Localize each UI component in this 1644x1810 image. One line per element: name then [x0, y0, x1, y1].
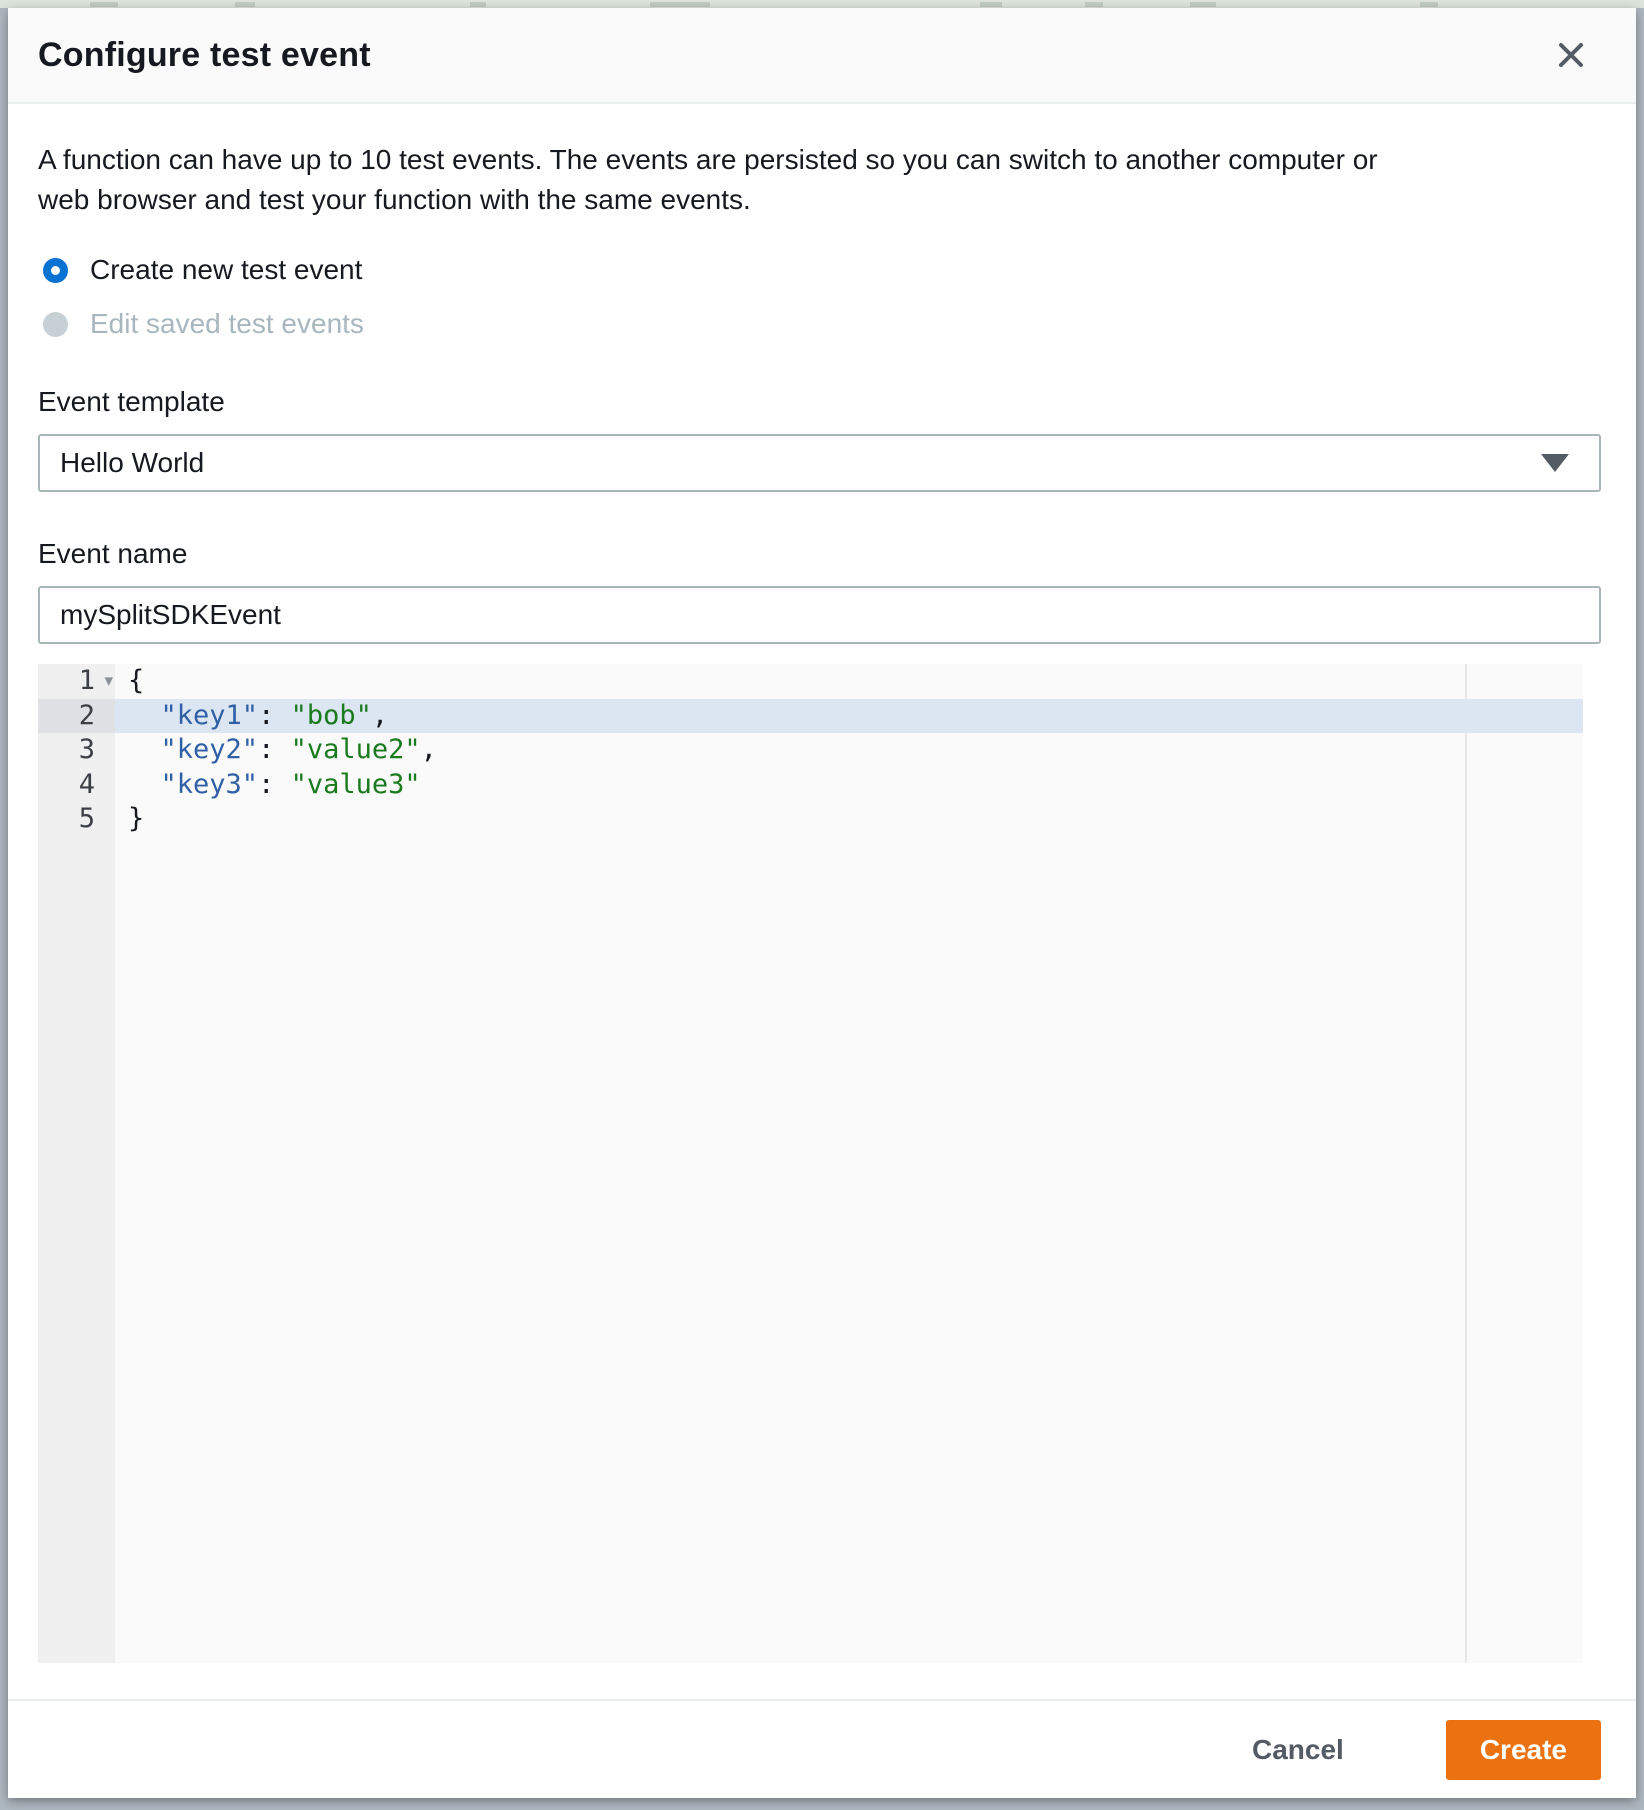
line-number: 1 ▾ — [38, 664, 115, 699]
code-line[interactable] — [38, 768, 1601, 803]
test-event-mode-radio-group — [38, 254, 1601, 340]
dialog-title: Configure test event — [38, 35, 371, 74]
code-line[interactable] — [38, 733, 1601, 768]
line-number: 2 — [38, 699, 115, 734]
code-line[interactable] — [38, 664, 1601, 699]
dialog-body — [8, 104, 1636, 1699]
event-name-label: Event name — [38, 538, 188, 569]
dialog-footer — [8, 1699, 1636, 1798]
radio-edit-saved-test-events — [38, 308, 1601, 340]
code-line[interactable] — [38, 802, 1601, 837]
line-number: 5 — [38, 802, 115, 837]
code-line[interactable] — [38, 699, 1601, 734]
radio-label: Edit saved test events — [90, 308, 364, 339]
close-icon[interactable] — [1550, 34, 1592, 76]
line-number: 3 — [38, 733, 115, 768]
chevron-down-icon — [1541, 454, 1569, 472]
code-text: "key1": "bob", — [115, 699, 1601, 734]
event-template-label: Event template — [38, 386, 225, 417]
radio-selected-icon[interactable] — [43, 258, 68, 283]
dialog-description: A function can have up to 10 test events. The events are persisted so you can switch to another computer or web browser and test your function with the same events. — [38, 144, 1378, 215]
code-text: { — [128, 665, 145, 696]
radio-disabled-icon — [43, 312, 68, 337]
dialog-header — [8, 8, 1636, 104]
line-number: 4 — [38, 768, 115, 803]
event-template-selected-value: Hello World — [60, 447, 205, 478]
code-text: "key3": "value3" — [160, 768, 421, 800]
fold-arrow-icon[interactable]: ▾ — [104, 671, 113, 690]
json-code-editor[interactable] — [38, 664, 1601, 1663]
editor-scrollbar-track[interactable] — [1583, 664, 1601, 1663]
code-text: } — [128, 803, 145, 835]
radio-create-new-test-event[interactable] — [38, 254, 1601, 286]
event-template-select[interactable] — [38, 434, 1601, 492]
code-text: "key2": "value2", — [160, 734, 437, 766]
radio-label: Create new test event — [90, 254, 363, 285]
background-page-strip — [0, 0, 1644, 8]
code-lines — [38, 664, 1601, 837]
configure-test-event-dialog — [8, 8, 1636, 1798]
cancel-button[interactable]: Cancel — [1246, 1724, 1350, 1776]
event-name-input[interactable] — [38, 586, 1601, 644]
create-button[interactable]: Create — [1446, 1720, 1601, 1780]
